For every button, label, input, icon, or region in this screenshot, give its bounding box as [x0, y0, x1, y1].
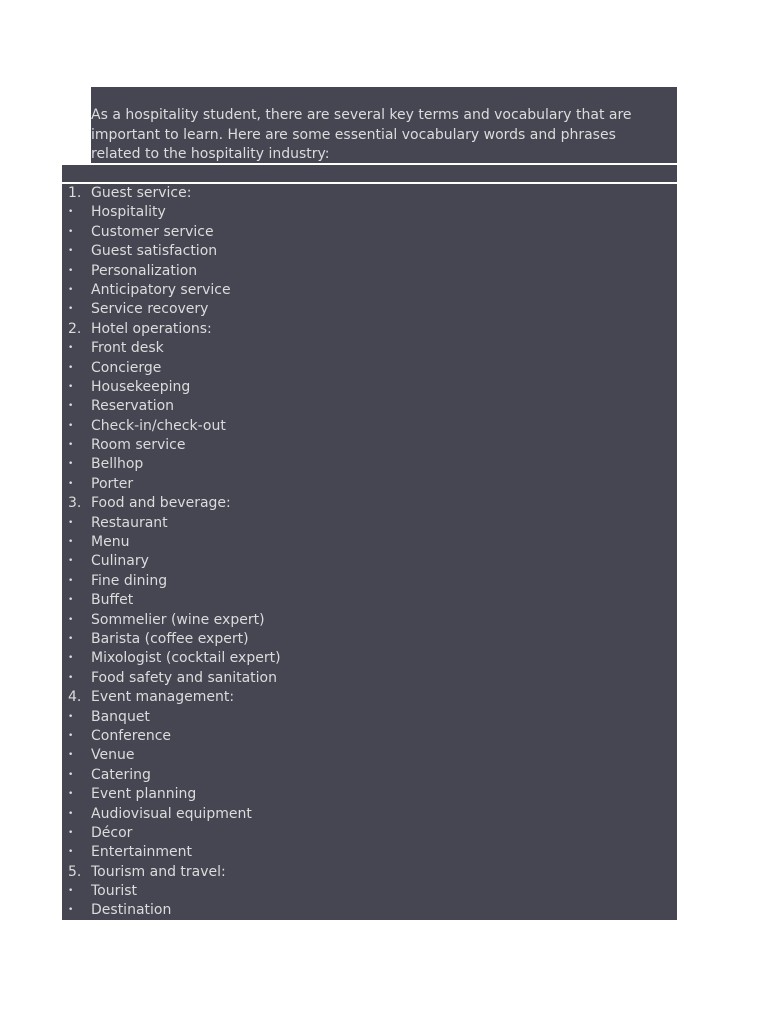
list-item-text: Conference — [91, 727, 172, 744]
bullet-icon: • — [68, 440, 74, 451]
bullet-icon: • — [68, 847, 74, 858]
list-item-text: Barista (coffee expert) — [91, 630, 249, 647]
bullet-icon: • — [68, 459, 74, 470]
section-title: Guest service: — [91, 185, 192, 201]
list-item-text: Porter — [91, 475, 134, 492]
list-item-text: Bellhop — [91, 456, 144, 473]
list-item-text: Front desk — [91, 340, 164, 357]
list-item-text: Venue — [91, 747, 135, 764]
bullet-icon: • — [68, 575, 74, 586]
list-item-text: Event planning — [91, 786, 197, 803]
bullet-icon: • — [68, 381, 74, 392]
section-title: Food and beverage: — [91, 495, 231, 512]
bullet-icon: • — [68, 827, 74, 838]
list-item-text: Personalization — [91, 262, 198, 279]
section-title: Tourism and travel: — [91, 863, 226, 880]
bullet-icon: • — [68, 401, 74, 412]
list-item-text: Check-in/check-out — [91, 417, 226, 434]
list-item-text: Customer service — [91, 223, 214, 240]
list-item-text: Catering — [91, 766, 151, 783]
list-item-text: Tourist — [91, 883, 138, 900]
list-item-text: Destination — [91, 902, 172, 919]
vocabulary-panel — [62, 184, 677, 920]
bullet-icon: • — [68, 265, 74, 276]
list-item-text: Housekeeping — [91, 378, 191, 395]
list-item-text: Mixologist (cocktail expert) — [91, 650, 281, 667]
section-number: 4. — [68, 689, 82, 706]
list-item-text: Concierge — [91, 359, 162, 376]
list-item-text: Restaurant — [91, 514, 168, 531]
bullet-icon: • — [68, 343, 74, 354]
section-title: Event management: — [91, 689, 235, 706]
bullet-icon: • — [68, 769, 74, 780]
bullet-icon: • — [68, 304, 74, 315]
intro-paragraph: As a hospitality student, there are several key terms and vocabulary that are important to learn. Here are some essential vocabulary words and phrases related to the hospitality industry: — [91, 107, 632, 162]
bullet-icon: • — [68, 614, 74, 625]
list-item-text: Décor — [91, 824, 133, 841]
list-item-text: Menu — [91, 534, 130, 551]
bullet-icon: • — [68, 226, 74, 237]
bullet-icon: • — [68, 653, 74, 664]
list-item-text: Guest satisfaction — [91, 243, 218, 260]
bullet-icon: • — [68, 633, 74, 644]
bullet-icon: • — [68, 750, 74, 761]
bullet-icon: • — [68, 517, 74, 528]
list-item-text: Buffet — [91, 592, 134, 609]
bullet-icon: • — [68, 886, 74, 897]
list-item-text: Culinary — [91, 553, 149, 570]
list-item-text: Reservation — [91, 398, 175, 415]
section-title: Hotel operations: — [91, 320, 212, 337]
bullet-icon: • — [68, 789, 74, 800]
bullet-icon: • — [68, 362, 74, 373]
bullet-icon: • — [68, 595, 74, 606]
bullet-icon: • — [68, 711, 74, 722]
section-number: 2. — [68, 320, 82, 337]
section-number: 5. — [68, 863, 82, 880]
bullet-icon: • — [68, 556, 74, 567]
list-item-text: Service recovery — [91, 301, 209, 318]
list-item-text: Fine dining — [91, 572, 168, 589]
list-item-text: Food safety and sanitation — [91, 669, 277, 686]
list-item-text: Banquet — [91, 708, 150, 725]
bullet-icon: • — [68, 730, 74, 741]
divider-bar — [62, 165, 677, 182]
bullet-icon: • — [68, 246, 74, 257]
list-item-text: Anticipatory service — [91, 281, 231, 298]
bullet-icon: • — [68, 905, 74, 916]
intro-panel — [91, 87, 677, 163]
bullet-icon: • — [68, 207, 74, 218]
section-number: 3. — [68, 495, 82, 512]
bullet-icon: • — [68, 808, 74, 819]
bullet-icon: • — [68, 420, 74, 431]
bullet-icon: • — [68, 672, 74, 683]
bullet-icon: • — [68, 537, 74, 548]
list-item-text: Entertainment — [91, 844, 193, 861]
bullet-icon: • — [68, 284, 74, 295]
bullet-icon: • — [68, 478, 74, 489]
list-item-text: Audiovisual equipment — [91, 805, 252, 822]
list-item-text: Hospitality — [91, 204, 166, 221]
list-item-text: Room service — [91, 437, 186, 454]
section-number: 1. — [68, 185, 82, 201]
list-item-text: Sommelier (wine expert) — [91, 611, 265, 628]
